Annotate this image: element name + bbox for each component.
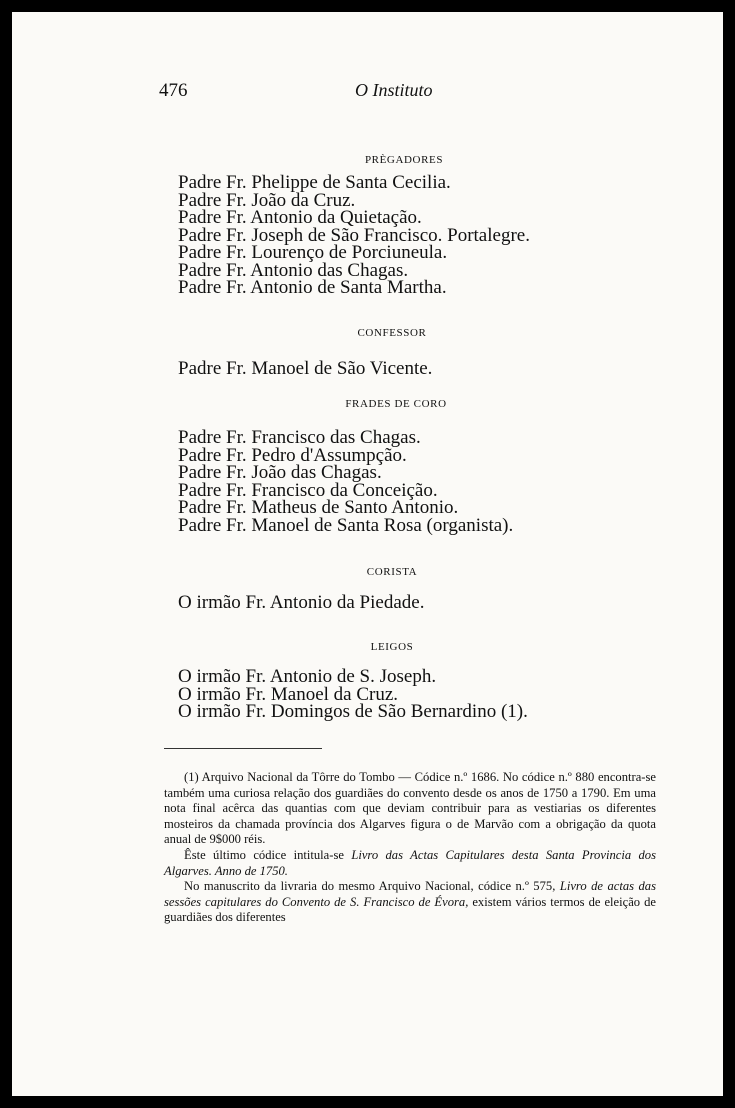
list-item: Padre Fr. Manoel de Santa Rosa (organista). bbox=[178, 514, 514, 536]
footnote-2-text: Êste último códice intitula-se bbox=[184, 847, 352, 862]
list-item: Padre Fr. Francisco da Conceição. bbox=[178, 479, 438, 501]
footnote-rule bbox=[164, 748, 322, 749]
section-heading-corista: CORISTA bbox=[366, 566, 418, 578]
footnote-3-title: Livro de actas das sessões capitulares do Convento de S. Francisco de Évora, bbox=[164, 879, 656, 909]
section-heading-confessor: CONFESSOR bbox=[357, 327, 427, 339]
list-item: Padre Fr. Francisco das Chagas. bbox=[178, 427, 421, 448]
list-item: Padre Fr. Phelippe de Santa Cecilia. bbox=[178, 172, 451, 193]
list-item: Padre Fr. Lourenço de Porciuneula. bbox=[178, 242, 448, 263]
list-item: Padre Fr. João das Chagas. bbox=[178, 462, 382, 483]
footnote-2 bbox=[164, 848, 656, 879]
list-leigos bbox=[178, 668, 528, 721]
list-item: Padre Fr. Manoel de São Vicente. bbox=[178, 358, 433, 379]
footnote-3-tail: existem vários termos de eleição de guardiães dos diferentes bbox=[164, 894, 656, 925]
list-confessor bbox=[178, 360, 432, 378]
running-title: O Instituto bbox=[355, 80, 433, 100]
list-pregadores bbox=[178, 174, 530, 297]
list-item: Padre Fr. Antonio da Quietação. bbox=[178, 207, 422, 228]
footnote-2-title: Livro das Actas Capitulares desta Santa Provincia dos Algarves. Anno de 1750. bbox=[164, 847, 656, 878]
footnotes bbox=[164, 770, 656, 926]
section-heading-pregadores: PRÈGADORES bbox=[364, 154, 444, 166]
footnote-1: (1) Arquivo Nacional da Tôrre do Tombo — Códice n.º 1686. No códice n.º 880 encontra-se também uma curiosa relação dos guardiães do convento desde os anos de 1750 a 1790. Em uma nota final acêrca das quantias com que deviam contribuir para as vestiarias os diferentes mosteiros da chamada província dos Algarves figura o de Marvão com a obrigação da quota anual de 9$000 réis. bbox=[164, 770, 656, 847]
list-item: Padre Fr. Antonio das Chagas. bbox=[178, 259, 409, 281]
list-item: O irmão Fr. Antonio de S. Joseph. bbox=[178, 666, 437, 687]
list-item: O irmão Fr. Domingos de São Bernardino (1). bbox=[178, 701, 528, 722]
list-item: O irmão Fr. Manoel da Cruz. bbox=[178, 683, 399, 705]
book-page bbox=[12, 12, 723, 1096]
list-item: O irmão Fr. Antonio da Piedade. bbox=[178, 592, 425, 613]
list-item: Padre Fr. Pedro d'Assumpção. bbox=[178, 444, 407, 466]
footnote-3 bbox=[164, 879, 656, 926]
list-item: Padre Fr. Matheus de Santo Antonio. bbox=[178, 497, 459, 518]
list-frades-de-coro bbox=[178, 429, 513, 534]
list-item: Padre Fr. Joseph de São Francisco. Portalegre. bbox=[178, 224, 530, 246]
footnote-3-text: No manuscrito da livraria do mesmo Arquivo Nacional, códice n.º 575, bbox=[184, 879, 560, 894]
section-heading-leigos: LEIGOS bbox=[370, 641, 414, 653]
list-corista bbox=[178, 594, 424, 612]
list-item: Padre Fr. João da Cruz. bbox=[178, 189, 356, 211]
list-item: Padre Fr. Antonio de Santa Martha. bbox=[178, 277, 447, 298]
page-number: 476 bbox=[159, 80, 188, 101]
page-header bbox=[12, 80, 723, 104]
section-heading-frades-de-coro: FRADES DE CORO bbox=[345, 398, 447, 410]
